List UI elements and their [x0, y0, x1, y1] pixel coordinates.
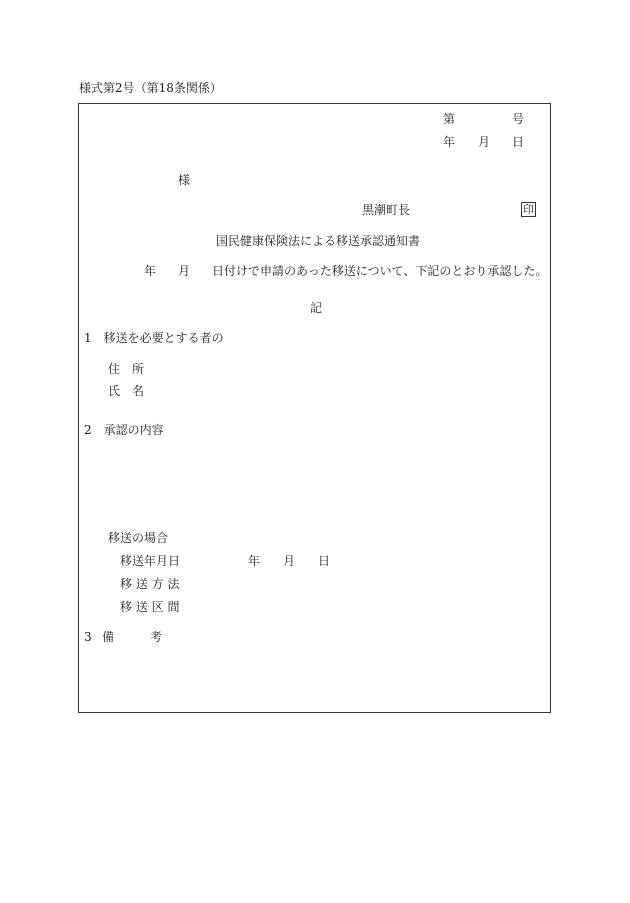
issuer-title: 黒潮町長 — [362, 203, 411, 217]
date-month: 月 — [478, 135, 491, 149]
seal-mark: 印 — [523, 203, 534, 216]
name-label: 氏 名 — [108, 384, 145, 398]
intro-month: 月 — [178, 264, 191, 278]
section1-heading: 1 移送を必要とする者の — [84, 331, 224, 345]
date-year: 年 — [443, 135, 456, 149]
section3-number: 3 — [84, 630, 92, 644]
addressee-suffix: 様 — [178, 173, 191, 187]
ki-heading: 記 — [310, 301, 323, 315]
transfer-route-label: 移 送 区 間 — [120, 600, 180, 614]
transfer-date-month: 月 — [283, 554, 296, 568]
transfer-date-label: 移送年月日 — [120, 554, 181, 568]
address-label: 住 所 — [108, 362, 145, 376]
intro-year: 年 — [144, 264, 157, 278]
document-title: 国民健康保険法による移送承認通知書 — [216, 234, 421, 248]
number-dai: 第 — [443, 112, 456, 126]
transfer-date-day: 日 — [318, 554, 331, 568]
intro-text: 日付けで申請のあった移送について、下記のとおり承認した。 — [212, 264, 548, 278]
date-day: 日 — [512, 135, 525, 149]
transfer-method-label: 移 送 方 法 — [120, 577, 180, 591]
number-go: 号 — [512, 112, 525, 126]
section2-heading: 2 承認の内容 — [84, 423, 164, 437]
remarks-label-b: 考 — [150, 630, 163, 644]
transfer-date-year: 年 — [248, 554, 261, 568]
form-frame — [78, 103, 551, 713]
form-label: 様式第2号（第18条関係） — [79, 81, 222, 95]
remarks-label-a: 備 — [102, 630, 115, 644]
transfer-case-label: 移送の場合 — [108, 531, 169, 545]
